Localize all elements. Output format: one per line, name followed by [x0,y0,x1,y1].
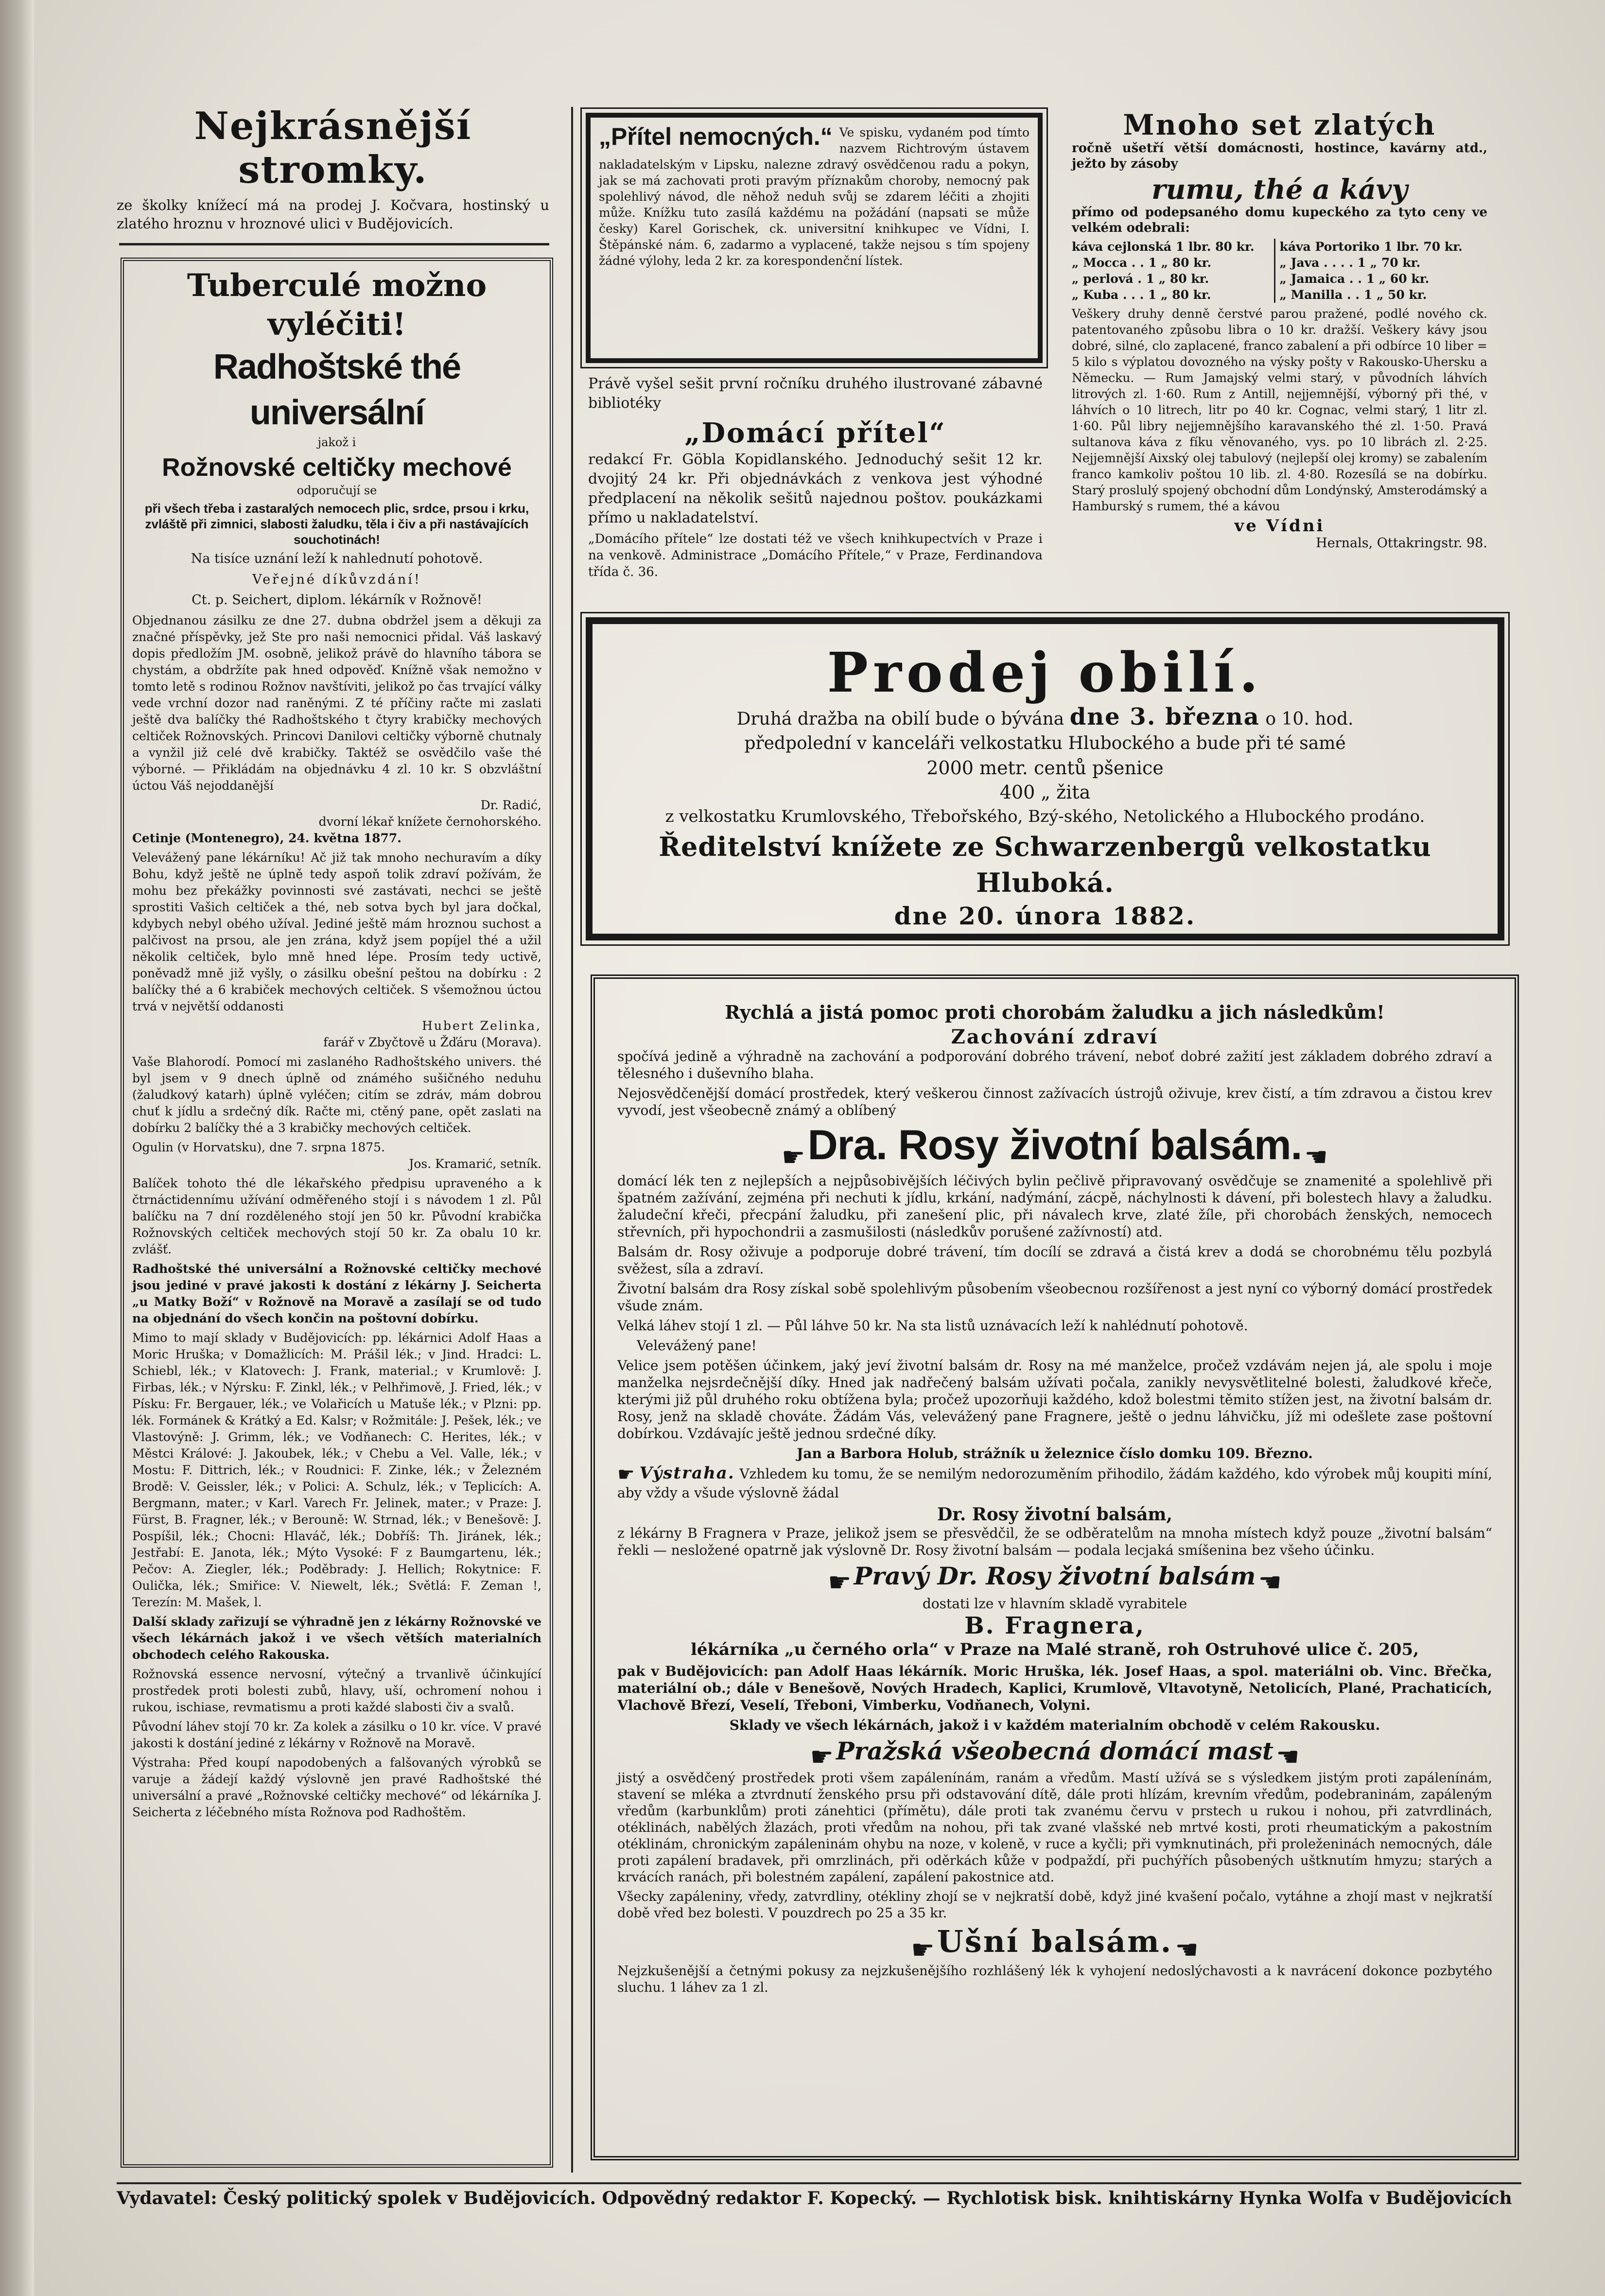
cena-text: Původní láhev stojí 70 kr. Za kolek a zásilku o 10 kr. více. V pravé jakosti k dostání jediné z lékárny v Rožnově na Moravě. [132,1719,541,1750]
balsam-letter: Velice jsem potěšen účinkem, jaký jeví životní balsám dr. Rosy na mé manželce, pročež vzdávám nejen já, ale spolu i moje manželka nejsrdečnější díky. Hned jak nadřečený balsám užívati počala, zanikly nevysvětlitelné bolesti, žaludkové křeče, kterými již půl druhého roku obtížena byla; pročež upozorňuji každého, kdož bolestmi těmito stížen jest, na životní balsám dr. Rosy, jenž na skladě chováte. Žádám Vás, velevážený pane Fragnere, ještě o jednu láhvičku, jíž mi odešlete zase poštovní dobírkou. Vzdávajíc ještě jednou srdečné díky. [617,1357,1492,1442]
pointing-hand-icon: ☚ [1258,1566,1282,1598]
footer-text: Vydavatel: Český politický spolek v Budějovicích. Odpovědný redaktor F. Kopecký. — Rychlotisk bisk. knihtiskárny Hynka Wolfa v Budějovicích [117,2188,1512,2209]
scan-edge-shadow [0,0,34,2296]
price-row: káva cejlonská 1 lbr. 80 kr. [1072,240,1255,254]
vystraha-product: Dr. Rosy životní balsám, [937,1504,1173,1525]
rum-intro: ročně ušetří větší domácnosti, hostince, kavárny atd., ježto by zásoby [1072,141,1487,171]
tisice-text: Na tisíce uznání leží k nahlednutí pohotově. [191,551,483,566]
odporucuji-text: odporučují se [297,484,377,497]
usni-title: Ušní balsám. [937,1924,1173,1959]
obili-line6: Ředitelství knížete ze Schwarzenbergů velkostatku Hluboká. [659,831,1431,898]
obili-line4: 400 „ žita [999,782,1091,803]
obili-line3: 2000 metr. centů pšenice [926,757,1164,779]
pointing-hand-icon: ☛ [911,1934,935,1965]
domaci-title: „Domácí přítel“ [684,417,946,449]
balicek-text: Balíček tohoto thé dle lékařského předpisu upraveného a k čtrnáctidennímu užívání odměřeného stojí i s návodem 1 zl. Půl balíčku na 7 dní rozděleného stojí jen 50 kr. Původní krabička Rožnovských celtiček mechových stojí 50 kr. Za obalu 10 kr. zvlášť. [132,1176,541,1256]
rum-title: Mnoho set zlatých [1123,108,1436,141]
ad-domaci-pritel [588,374,1043,583]
obili-l1c: o 10. hod. [1265,709,1354,729]
balsam-p2: Nejosvědčenější domácí prostředek, který veškerou činnost zažívacích ústrojů oživuje, krev čistí, a tím zdravou a čistou krev vyvodí, jest všeobecně známý a oblíbený [617,1085,1492,1118]
essence-text: Rožnovská essence nervosní, výtečný a trvanlivě účinkující prostředek proti bolesti zubů, hlavy, uší, ochromení nohou i rukou, ischiase, revmatismu a proti každé slabosti čiv a svalů. [132,1667,541,1714]
ad-tuberculae [132,266,541,1824]
letter1-text: Objednanou zásilku ze dne 27. dubna obdržel jsem a děkuji za značné příspěvky, jež Ste pro naši nemocnici přidal. Váš laskavý dopis předložím JM. osobně, jelikož právě do hlavního tábora se chystám, a obdržíte pak hned odpověď. Knížně však nemožno v tomto letě s rodinou Rožnov navštíviti, jelikož po čas trvající války vede vrchní dozor nad raněnými. Z té příčiny račte mi zaslati ještě dva balíčky thé Radhoštského t čtyry krabičky mechových celtiček Rožnovských. Princovi Danilovi celtičky výborně chutnaly a vynžil již celé dvě krabičky. Taktéž se osvědčilo vaše thé výborné. — Přikládám na objednávku 4 zl. 10 kr. S obzvláštní úctou Váš nejoddanější [132,613,541,793]
balsam-vystraha [617,1465,1492,1502]
vystraha-text2: z lékárny B Fragnera v Praze, jelikož jsem se přesvědčil, že se odběratelům na mnoha místech když pouze „životní balsám“ řekli — nesložené opatrně jak výslovně Dr. Rosy životní balsám — podala lecjaká smíšenina bez všeho účinku. [617,1525,1492,1558]
ad-obili [608,642,1483,932]
price-col-left [1072,239,1275,303]
fragner-address: lékárníka „u černého orla“ v Praze na Malé straně, roh Ostruhové ulice č. 205, [690,1639,1419,1659]
pritel-text: Ve spisku, vydaném pod tímto nazvem Richtrovým ústavem nakladatelským v Lipsku, nalezne zdravý osvědčenou radu a pokyn, jak se má zachovati proti pravým příznakům choroby, nemocný pak spolehlivý návod, dle něhož neduh svůj se zdarem léčiti a zhojiti může. Knížku tuto zasílá každému na požádání (napsati se může česky) Karel Gorischek, ck. universitní knihkupec ve Vídni, I. Štěpánské nám. 6, zadarmo a vyplacené, takže nejsou s tím spojeny žádné výlohy, leda 2 kr. za korespondenční lístek. [599,125,1029,268]
mast-text: jistý a osvědčený prostředek proti všem zapálenínám, ranám a vředům. Mastí užívá se s výsledkem jistým proti zapálenínám, stavení se mléka a ztvrdnutí ženského prsu při odstavování dítě, dále proti hlízám, krevním vředům, podebraninám, zapáleným vředům (karbunklům) proti zánehtici (přímětu), dále proti tak zvanému červu v prstech u rukou i nohou, při zatvrdlinách, otéklinách, nabělých žlazách, proti vředům na nohou, při tak zvané vlašské neb mrtvé kosti, proti rheumatickým a pakostním otéklinám, chronickým zapáleninám ohybu na noze, v koleně, v ruce a kyčli; při vymknutinách, při proleženinách nemocných, dále proti zapálení bradavek, při omrzlinách, při oděrkách kůže v podpaždí, při puchýřích působených uštknutím hmyzu; starých a krvácích ranách, při bolestném zapálení, zapálení pakostnice atd. [617,1771,1492,1885]
balsam-p6: Velká láhev stojí 1 zl. — Půl láhve 50 kr. Na sta listů uznávacích leží k nahlédnutí pohotově. [617,1317,1248,1334]
letter3-place: Ogulin (v Horvatsku), dne 7. srpna 1875. [132,1140,385,1154]
price-col-right [1280,239,1488,303]
usni-row [617,1925,1492,1963]
letter1-signature-title: dvorní lékař knížete černohorského. [318,814,541,829]
price-row: „ perlová . 1 „ 80 kr. [1072,272,1209,286]
rum-place: ve Vídni [1234,516,1325,536]
footer-rule [117,2182,1521,2184]
rum-product: rumu, thé a kávy [1151,174,1408,206]
balsam-title-row [617,1122,1492,1170]
pravy-title: Pravý Dr. Rosy životní balsám [854,1562,1256,1590]
letter3-text: Vaše Blahorodí. Pomocí mi zaslaného Radhoštského univers. thé byl jsem v 9 dnech úplně od známého sušičného neduhu (žaludkový katarh) úplně vyléčen; citím se zdráv, mám dobrou chuť k jídlu a srdečný dík. Račte mi, ctěný pane, opět zaslati na dobírku 2 balíčky thé a 3 krabičky mechových celtiček. [132,1054,541,1135]
balsam-p4: Balsám dr. Rosy oživuje a podporuje dobré trávení, tím docílí se zdravá a čistá krev a dodá se chorobnému tělu pozbylá svěžest, síla a zdraví. [617,1243,1492,1277]
vystraha-title: Výstraha. [639,1463,735,1483]
vystraha-text: Výstraha: Před koupí napodobených a falšovaných výrobků se varuje a žádejí každý výslovně jen pravé Radhoštské thé universální a pravé „Rožnovské celtičky mechové“ od lékárníka J. Seicherta z léčebného místa Rožnova pod Radhoštěm. [132,1755,541,1819]
obili-l1a: Druhá dražba na obilí bude o bývána [736,709,1064,729]
obili-line7: dne 20. února 1882. [894,902,1196,930]
letter1-signature: Dr. Radić, [480,798,541,812]
balsam-sklady2: Sklady ve všech lékárnách, jakož i v každém materialním obchodě v celém Rakousku. [729,1717,1380,1733]
jediny-text: Radhoštské thé universální a Rožnovské celtičky mechové jsou jediné v pravé jakosti k dostání z lékárny J. Seichertа „u Matky Boží“ v Rožnově na Moravě a zasílají se od tudo na objednání do všech končin na poštovní dobírku. [132,1261,541,1325]
fragner-name: B. Fragnera, [964,1612,1145,1639]
balsam-head: Rychlá a jistá pomoc proti chorobám žaludku a jich následkům! [725,1001,1385,1023]
letter2-text: Velevážený pane lékárníku! Ač již tak mnoho nechuravím a díky Bohu, když ještě ne úplně tedy aspoň tolik zdraví požívám, že mohu bez překážky povinnosti své zastávati, nechci se ještě sprostiti Vašich celtiček a thé, neb sotva bych byl jara dočkal, kdybych nebyl obého užíval. Jediné ještě mám hroznou suchost a palčivost na prsou, ale jen zrána, když jsem popíjel thé a užil několik celtiček, bylo mně hned lépe. Prosím tedy uctivě, poněvadž mně již vyšly, o zásilku obešní peštou na dobírku : 2 balíčky thé a 6 krabiček mechových celtiček. S všemožnou úctou trvá v největší oddanosti [132,850,541,1013]
vystraha-text: Vzhledem ku tomu, že se nemilým nedorozuměním přihodilo, žádám každého, kdo výrobek můj koupiti míní, aby vždy a všude výslovně žádal [617,1465,1493,1501]
dalsi-sklady-text: Další sklady zařizují se výhradně jen z lékárny Rožnovské ve všech lékárnách jakož i ve všech větších materialních obchodech celého Rakouska. [132,1614,541,1662]
product2-name: Rožnovské celtičky mechové [162,453,512,482]
price-row: káva Portoriko 1 lbr. 70 kr. [1279,240,1463,254]
letter3-signature: Jos. Kramarić, setník. [409,1156,541,1171]
footer [117,2187,1521,2212]
dostati-text: dostati lze v hlavním skladě vyrabitele [922,1595,1187,1612]
pointing-hand-icon: ☛ [617,1463,635,1486]
ad-balsam [617,1001,1492,1999]
pointing-hand-icon: ☛ [782,1141,805,1172]
obili-line2: předpolední v kanceláři velkostatku Hlubockého a bude při té samé [744,733,1346,753]
ad-stromky [117,104,549,236]
price-table [1072,239,1487,303]
obili-title: Prodej obilí. [827,641,1263,705]
letter2-signature: Hubert Zelinka, [422,1018,541,1033]
balsam-p1: spočívá jedině a výhradně na zachování a podporování dobrého trávení, neboť dobré zažití jest základem dobrého zdraví a tělesného i duševního blaha. [617,1048,1492,1081]
rum-text: Veškery druhy denně čerstvé parou pražené, podlé nového ck. patentovaného způsobu libra o 10 kr. dražší. Veškery kávy jsou dobré, silné, clo zaplacené, franco zabalení a při odbírce 10 liber = 5 kilo s výplatou dovozného na výsky pošty v Rakousko-Uhersku a Německu. — Rum Jamajský velmi starý, v původních láhvích litrových zl. 1·60. Rum z Antill, nejjemnější, výborný při thé, v láhvích o 10 litrech, litr po 40 kr. Cognac, velmi starý, 1 litr zl. 1·60. Půl libry nejjemnějšího karavanského thé zl. 1·50. Pravá sultanova káva z fíku věnovaného, vys. po 10 librách zl. 2·25. Nejjemnější Aixský olej tabulový (nejlepší olej kromy) se zabalením franco kamkoliv poštou 10 lib. zl. 4·80. Rozesílá se na dobírku. Starý proslulý spojený obchodní dům Londýnský, Amsterodámský a Hamburský s rumem, thé a kávou [1072,307,1487,513]
sklady-text: Mimo to mají sklady v Budějovicích: pp. lékárnici Adolf Haas a Moric Hruška; v Domažlicích: M. Prášil lék.; v Jind. Hradci: L. Schiebl, lék.; v Klatovech: J. Frank, material.; v Krumlově: J. Firbas, lék.; v Nýrsku: F. Zinkl, lék.; v Pelhřimově, J. Fried, lék.; v Písku: Fr. Bergauer, lék.; ve Volařicích u Matuše lék.; v Plzni: pp. lék. Formánek & Krátký a Ed. Kalsr; v Rožmitále: J. Pešek, lék.; ve Vlastovýně: J. Grimm, lék.; ve Vodňanech: C. Herites, lék.; v Městci Králové: J. Jakoubek, lék.; v Chebu a Vel. Valle, lék.; v Mostu: F. Dittrich, lék.; v Roudnici: F. Zinke, lék.; v Železném Brodě: V. Geissler, lék.; v Polici: A. Schulz, lék.; v Teplicích: A. Bergmann, mater.; v Karl. Varech Fr. Jelinek, mater.; v Praze: J. Fürst, B. Fragner, lék.; v Berouně: W. Strnad, lék.; v Benešově: J. Pospíšil, lék.; Chocni: Hlaváč, lék.; Dobříš: Th. Jiránek, lék.; Jestřabí: E. Janota, lék.; Mýto Vysoké: F z Baumgartenu, lék.; Pečov: A. Ziegler, lék.; Poděbrady: J. Hellich; Rokytnice: F. Oulička, lék.; Smiřice: V. Niewelt, lék.; Světlá: F. Zeman !, Terezín: M. Mašek, l. [132,1330,541,1609]
balsam-p5: Životní balsám dra Rosy získal sobě spolehlivým působením všeobecnou rozšířenost a jest nyní co výborný domácí prostředek všude znám. [617,1280,1492,1314]
letter2-signature-title: farář v Zbyčtově u Žďáru (Morava). [323,1035,541,1049]
letter1-place: Cetinje (Montenegro), 24. května 1877. [132,831,401,845]
pointing-hand-icon: ☚ [1276,1741,1300,1772]
column-rule [571,107,573,2173]
rum-intro2: přímo od podepsaného domu kupeckého za tyto ceny ve velkém odebrali: [1072,205,1487,235]
balsam-signature: Jan a Barbora Holub, strážník u železnice číslo domku 109. Březno. [797,1445,1313,1461]
obili-date: dne 3. března [1069,703,1260,731]
stromky-text: ze školky knížecí má na prodej J. Kočvara, hostinský u zlatého hroznu v hroznové ulici v Budějovicích. [117,197,549,232]
domaci-intro: Právě vyšel sešit první ročníku druhého ilustrované zábavné bibliotéky [588,375,1043,412]
price-row: „ Kuba . . . 1 „ 80 kr. [1072,288,1211,302]
pointing-hand-icon: ☚ [1175,1934,1199,1965]
pointing-hand-icon: ☛ [810,1741,834,1772]
domaci-text: redakcí Fr. Göbla Kopidlanského. Jednoduchý sešit 12 kr. dvojitý 24 kr. Při objednávkách z venkova jest výhodné předplacení na několik sešitů najednou poštov. poukázkami přímo u nakladatelství. [588,451,1043,526]
price-row: „ Mocca . . 1 „ 80 kr. [1072,256,1212,270]
balsam-p3: domácí lék ten z nejlepších a nejpůsobivějších léčivých bylin pečlivě připravovaný osvědčuje se znamenité a spolehlivě při špatném zažívání, zejména při nechuti k jídlu, krkání, nadýmání, zácpě, náchylnosti k dávení, při bolestech hlavy a žaludku. žaludeční křeči, přecpání žaludku, při zanešení plic, při návalech krve, zlaté žíle, při chorobách ženských, nemocech střevních, při hypochondrii a zasmušilosti (následkův porušené zažívností) atd. [617,1172,1492,1240]
mast-text2: Všecky zapáleniny, vředy, zatvrdliny, otékliny zhojí se v nejkratší době, když jiné kvašení počalo, vytáhne a zhojí mast v nejkratší době vřed bez bolesti. V pouzdrech po 25 a 35 kr. [617,1889,1492,1921]
illnesses-text: při všech třeba i zastaralých nemocech plic, srdce, prsou i krku, zvláště při zimnici, slabosti žaludku, těla i čiv a při nastávajících souchotinách! [144,501,529,547]
pointing-hand-icon: ☛ [828,1566,852,1598]
jakoz-text: jakož i [317,435,356,449]
rule [119,243,549,245]
ad-rum-the-kava [1072,109,1487,553]
balsam-dear: Velevážený pane! [637,1337,757,1354]
mast-title: Pražská všeobecná domácí mast [836,1736,1274,1765]
balsam-sklady: pak v Budějovicích: pan Adolf Haas lékárník. Moric Hruška, lék. Josef Haas, a spol. materiálni ob. Vinc. Břečka, materiální ob.; dále v Benešově, Nových Hradech, Kaplici, Krumlově, Vltavotyně, Netolicích, Plané, Prachaticích, Vlachově Březí, Veselí, Třeboni, Vimberku, Vodňanech, Volyni. [617,1663,1492,1713]
balsam-zach: Zachování zdraví [951,1026,1159,1048]
letter1-addressee: Ct. p. Seichert, diplom. lékárník v Rožnově! [192,592,482,608]
balsam-title: Dra. Rosy životní balsám. [807,1122,1302,1168]
product-name: Radhoštské thé universální [213,348,461,432]
price-row: „ Jamaica . . 1 „ 60 kr. [1279,272,1430,286]
pritel-title: „Přítel nemocných.“ [599,123,833,150]
mast-row [617,1737,1492,1771]
dik-heading: Veřejné díkůvzdání! [252,572,421,587]
usni-text: Nejzkušenější a četnými pokusy za nejzkušenějšího rozhlášený lék k vyhojení nedoslýchavosti a k navrácení dokonce pozbytého sluchu. 1 láhev za 1 zl. [617,1963,1492,1995]
rum-address: Hernals, Ottakringstr. 98. [1316,536,1487,551]
domaci-text2: „Domácího přítele“ lze dostati též ve všech knihkupectvích v Praze i na venkově. Administrace „Domácího Přítele,“ v Praze, Ferdinandova třída č. 36. [588,532,1043,579]
pravy-row [617,1562,1492,1596]
pointing-hand-icon: ☚ [1304,1141,1328,1172]
price-row: „ Java . . . . 1 „ 70 kr. [1279,256,1421,270]
stromky-title: Nejkrásnější stromky. [194,104,472,192]
pritel-block [599,124,1029,269]
obili-line1 [608,705,1483,731]
obili-line5: z velkostatku Krumlovského, Třebořského, Bzý-ského, Netolického a Hlubockého prodáno. [665,807,1425,826]
tuberculae-headline: Tuberculé možno vyléčiti! [187,267,487,343]
price-row: „ Manilla . . 1 „ 50 kr. [1279,288,1427,302]
ad-pritel [599,124,1029,272]
